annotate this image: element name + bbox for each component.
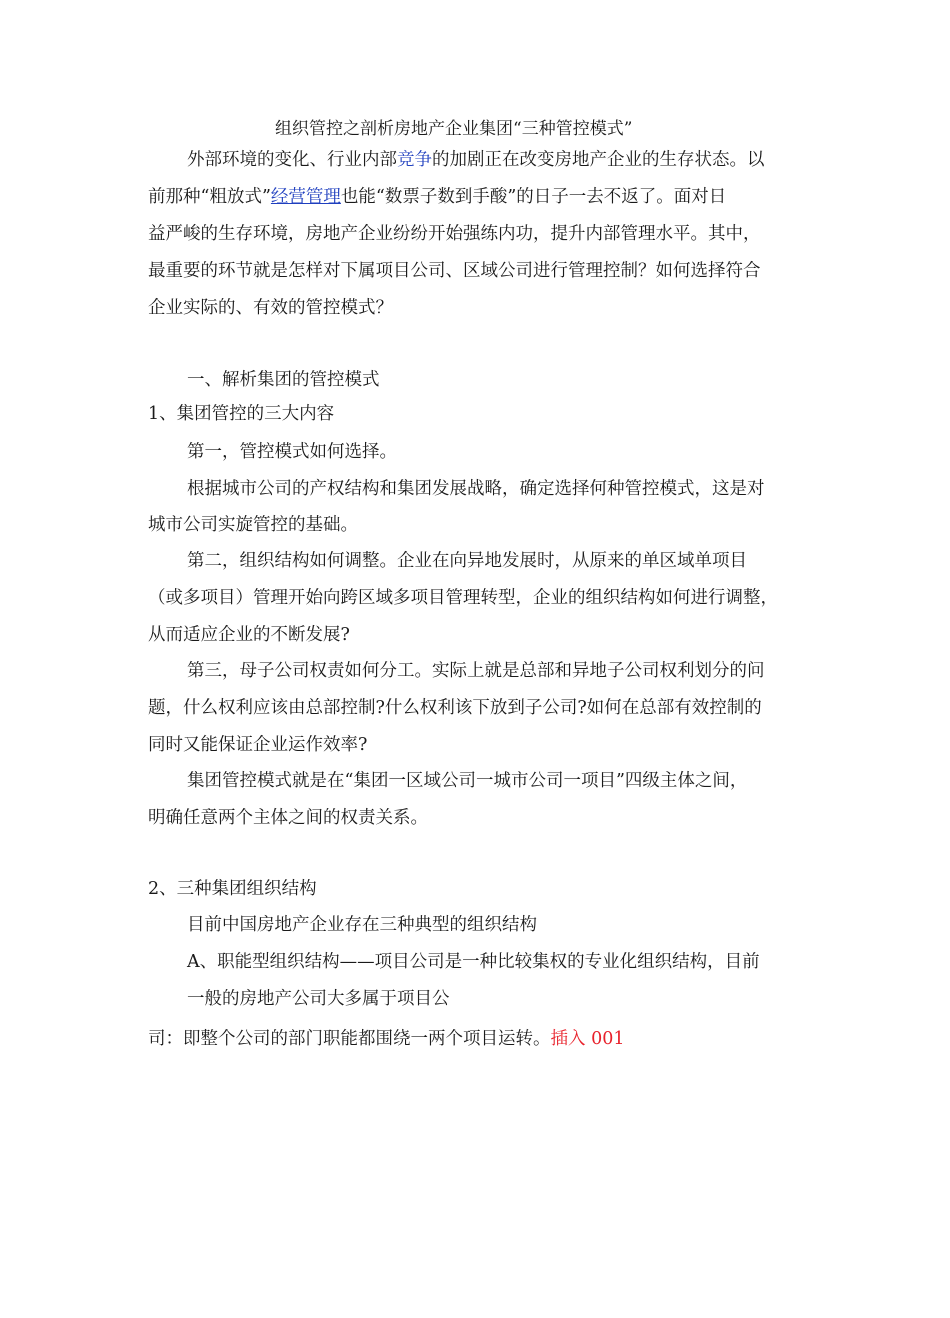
paragraph-line: 城市公司实旋管控的基础。 [148, 515, 358, 535]
intro-line-2 [148, 185, 726, 209]
paragraph-line [148, 1027, 624, 1051]
intro-text: 外部环境的变化、行业内部 [187, 150, 397, 170]
intro-line-1 [187, 148, 765, 172]
competition-link[interactable]: 竞争 [397, 150, 432, 170]
paragraph-line: 明确任意两个主体之间的权责关系。 [148, 808, 428, 828]
intro-line-5: 企业实际的、有效的管控模式？ [148, 298, 393, 318]
paragraph-line: 根据城市公司的产权结构和集团发展战略，确定选择何种管控模式，这是对 [187, 479, 765, 499]
section-heading: 一、解析集团的管控模式 [187, 370, 380, 390]
subsection-heading: 1、集团管控的三大内容 [148, 404, 335, 424]
paragraph-line: 同时又能保证企业运作效率? [148, 735, 368, 755]
management-link[interactable]: 经营管理 [270, 187, 341, 207]
paragraph-line: 目前中国房地产企业存在三种典型的组织结构 [187, 915, 537, 935]
paragraph-line: 一般的房地产公司大多属于项目公 [187, 989, 450, 1009]
paragraph-line: 第二，组织结构如何调整。企业在向异地发展时，从原来的单区域单项目 [187, 551, 747, 571]
subsection-heading: 2、三种集团组织结构 [148, 879, 317, 899]
paragraph-line: 从而适应企业的不断发展? [148, 625, 350, 645]
intro-line-3: 益严峻的生存环境，房地产企业纷纷开始强练内功，提升内部管理水平。其中， [148, 224, 761, 244]
insert-marker: 插入 001 [550, 1029, 625, 1049]
intro-text: 前那种“粗放式” [148, 187, 271, 207]
paragraph-text: 司：即整个公司的部门职能都围绕一两个项目运转。 [148, 1029, 551, 1049]
paragraph-line: A、职能型组织结构——项目公司是一种比较集权的专业化组织结构，目前 [187, 952, 760, 972]
intro-text: 的加剧正在改变房地产企业的生存状态。以 [432, 150, 765, 170]
paragraph-line: 第三，母子公司权责如何分工。实际上就是总部和异地子公司权利划分的问 [187, 661, 765, 681]
paragraph-line: 第一，管控模式如何选择。 [187, 442, 397, 462]
intro-text: 也能“数票子数到手酸”的日子一去不返了。面对日 [340, 187, 727, 207]
paragraph-line: 题，什么权利应该由总部控制?什么权利该下放到子公司?如何在总部有效控制的 [148, 698, 762, 718]
paragraph-line: 集团管控模式就是在“集团一区域公司一城市公司一项目”四级主体之间， [187, 771, 748, 791]
paragraph-line: （或多项目）管理开始向跨区域多项目管理转型，企业的组织结构如何进行调整， [148, 588, 778, 608]
intro-line-4: 最重要的环节就是怎样对下属项目公司、区域公司进行管理控制？如何选择符合 [148, 261, 761, 281]
document-title: 组织管控之剖析房地产企业集团“三种管控模式” [275, 119, 633, 139]
